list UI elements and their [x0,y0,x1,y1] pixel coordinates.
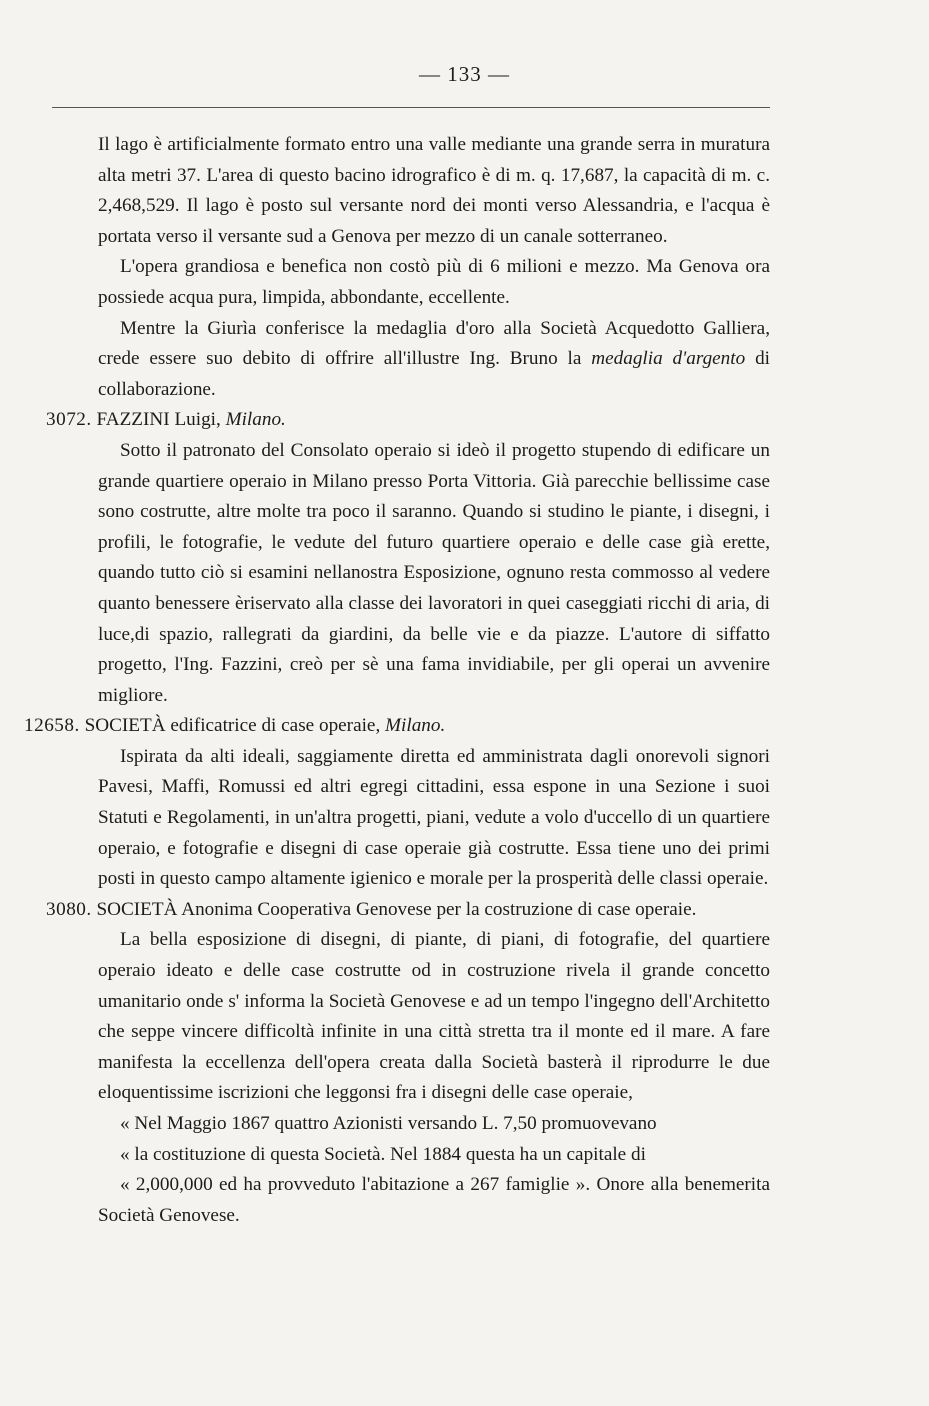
award-text-a: Mentre la Giurìa conferisce la medaglia d'oro alla Società Acquedotto Galliera, crede essere suo debito di offrire all'illustre Ing. Bruno la [98,317,770,370]
entry-heading-3080 [46,895,770,926]
quote-line-1: « Nel Maggio 1867 quattro Azionisti versando L. 7,50 promuovevano [120,1113,657,1134]
entry-number: 3072. [46,409,92,431]
award-medal: medaglia d'argento [591,348,746,370]
paragraph-societa-milano: Ispirata da alti ideali, saggiamente diretta ed amministrata dagli onorevoli signori Pavesi, Maffi, Romussi ed altri egregi cittadini, essa espone in una Sezione i suoi Statuti e Regolamenti, in un'altra progetti, piani, vedute a volo d'uccello di un quartiere operaio, e fotografie e disegni di case operaie già costrutte. Essa tiene uno dei primi posti in questo campo altamente igienico e morale per la prosperità delle classi operaie. [98,745,770,890]
entry-text: SOCIETÀ Anonima Cooperativa Genovese per la costruzione di case operaie. [91,898,697,920]
paragraph-fazzini: Sotto il patronato del Consolato operaio si ideò il progetto stupendo di edificare un grande quartiere operaio in Milano presso Porta Vittoria. Già parecchie bellissime case sono costrutte, altre molte tra poco il saranno. Quando si studino le piante, i disegni, i profili, le fotografie, le vedute del futuro quartiere operaio e delle case già erette, quando tutto ciò si esamini nellanostra Esposizione, ognuno resta commosso al vedere quanto benessere èriservato alla classe dei lavoratori in quei caseggiati ricchi di aria, di luce,di spazio, rallegrati da giardini, da belle vie e da piazze. L'autore di siffatto progetto, l'Ing. Fazzini, creò per sè una fama invidiabile, per gli operai un avvenire migliore. [98,439,770,706]
entry-city: Milano. [225,409,286,431]
paragraph-genovese: La bella esposizione di disegni, di piante, di piani, di fotografie, del quartiere operaio ideato e delle case costrutte od in costruzione rivela il grande concetto umanitario onde s' informa la Società Genovese e ad un tempo l'ingegno dell'Architetto che seppe vincere difficoltà infinite in una città stretta tra il monte ed il mare. A fare manifesta la eccellenza dell'opera creata dalla Società basterà il riprodurre le due eloquentissime iscrizioni che leggonsi fra i disegni delle case operaie, [98,929,770,1104]
paragraph-award [98,314,770,406]
entry-name: SOCIETÀ edificatrice di case operaie, [79,715,386,737]
document-body [24,130,770,1231]
entry-heading-12658 [24,711,770,742]
paragraph-lake: Il lago è artificialmente formato entro una valle mediante una grande serra in muratura alta metri 37. L'area di questo bacino idrografico è di m. q. 17,687, la capacità di m. c. 2,468,529. Il lago è posto sul versante nord dei monti verso Alessandria, e l'acqua è portata verso il versante sud a Genova per mezzo di un canale sotterraneo. [98,134,770,247]
quote-line-3: « 2,000,000 ed ha provveduto l'abitazione a 267 famiglie ». Onore alla benemerita Società Genovese. [98,1174,770,1226]
entry-number: 3080. [46,898,92,920]
paragraph-cost: L'opera grandiosa e benefica non costò più di 6 milioni e mezzo. Ma Genova ora possiede acqua pura, limpida, abbondante, eccellente. [98,256,770,308]
page-number: — 133 — [419,62,510,86]
entry-heading-3072 [46,405,770,436]
award-text-b: di collaborazione. [98,348,770,400]
entry-number: 12658. [24,715,80,737]
entry-name: FAZZINI Luigi, [96,409,226,431]
entry-city: Milano. [385,715,446,737]
quote-line-2: « la costituzione di questa Società. Nel 1884 questa ha un capitale di [120,1143,646,1165]
header-rule [52,107,770,108]
